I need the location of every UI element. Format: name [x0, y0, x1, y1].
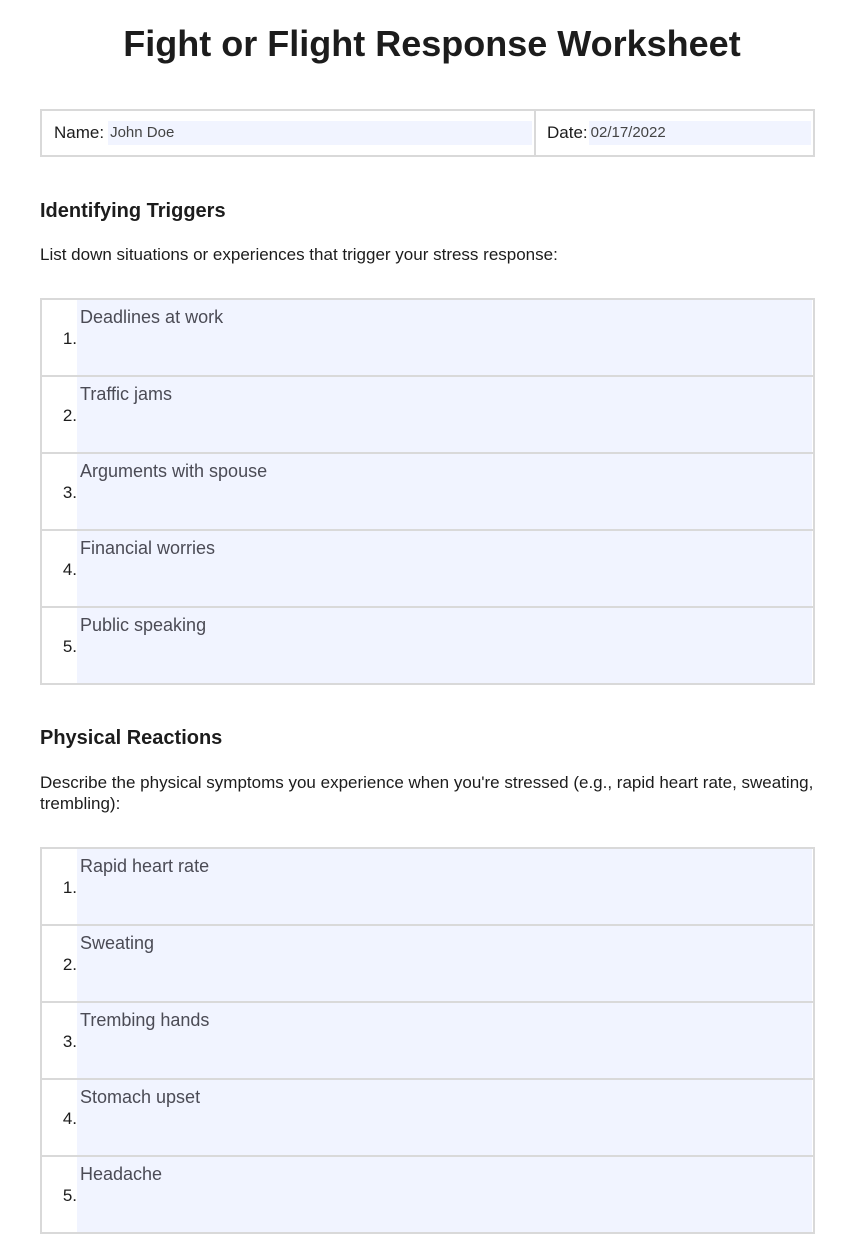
trigger-field-5[interactable]: Public speaking — [77, 608, 812, 683]
triggers-instructions: List down situations or experiences that trigger your stress response: — [40, 245, 558, 264]
trigger-field-3[interactable]: Arguments with spouse — [77, 454, 812, 529]
trigger-field-2[interactable]: Traffic jams — [77, 377, 812, 452]
name-field[interactable]: John Doe — [108, 121, 532, 145]
reactions-instructions: Describe the physical symptoms you experience when you're stressed (e.g., rapid heart rate, sweating, trembling): — [40, 773, 814, 813]
item-number: 2. — [62, 955, 77, 974]
list-item — [42, 1003, 813, 1080]
info-table — [40, 109, 815, 157]
reaction-field-3[interactable]: Trembing hands — [77, 1003, 812, 1078]
item-number: 4. — [62, 1109, 77, 1128]
page-title: Fight or Flight Response Worksheet — [123, 23, 741, 64]
triggers-heading: Identifying Triggers — [40, 200, 226, 222]
item-number: 2. — [62, 406, 77, 425]
item-number: 3. — [62, 1032, 77, 1051]
name-cell — [42, 111, 536, 155]
reaction-field-2[interactable]: Sweating — [77, 926, 812, 1001]
reaction-field-1[interactable]: Rapid heart rate — [77, 849, 812, 924]
list-item — [42, 531, 813, 608]
reaction-field-4[interactable]: Stomach upset — [77, 1080, 812, 1155]
date-cell — [536, 111, 813, 155]
item-number: 3. — [62, 483, 77, 502]
list-item — [42, 849, 813, 926]
list-item — [42, 1157, 813, 1232]
item-number: 5. — [62, 1186, 77, 1205]
list-item — [42, 1080, 813, 1157]
list-item — [42, 608, 813, 683]
list-item — [42, 454, 813, 531]
item-number: 5. — [62, 637, 77, 656]
reactions-list — [40, 847, 815, 1234]
trigger-field-1[interactable]: Deadlines at work — [77, 300, 812, 375]
list-item — [42, 300, 813, 377]
date-field[interactable]: 02/17/2022 — [589, 121, 811, 145]
date-label: Date: — [547, 123, 588, 142]
item-number: 1. — [62, 878, 77, 897]
reaction-field-5[interactable]: Headache — [77, 1157, 812, 1232]
list-item — [42, 926, 813, 1003]
reactions-heading: Physical Reactions — [40, 727, 223, 749]
name-label: Name: — [54, 123, 105, 142]
item-number: 4. — [62, 560, 77, 579]
triggers-list — [40, 298, 815, 685]
item-number: 1. — [62, 329, 77, 348]
trigger-field-4[interactable]: Financial worries — [77, 531, 812, 606]
list-item — [42, 377, 813, 454]
